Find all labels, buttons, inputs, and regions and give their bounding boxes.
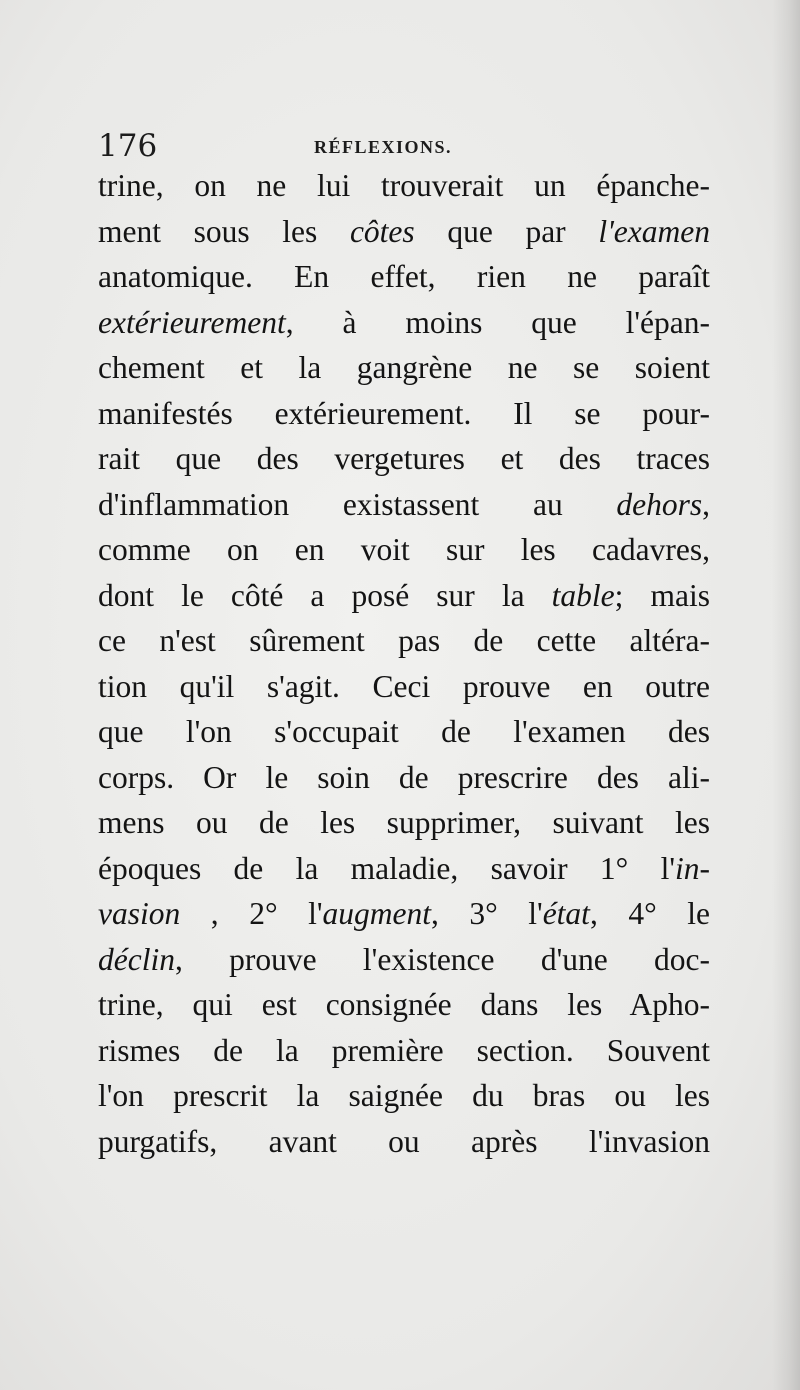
page-edge-shadow [772,0,800,1390]
text-line [98,846,710,892]
text-line [98,1073,710,1119]
text-line [98,709,710,755]
text-line [98,527,710,573]
text-line [98,482,710,528]
italic-text: déclin [98,941,175,977]
page-header [98,128,710,168]
text-segment: trine, qui est consignée dans les Apho- [98,987,710,1022]
italic-text: côtes [349,213,415,249]
text-line [98,982,710,1028]
text-line [98,163,710,209]
text-segment: , 2° l' [180,896,323,931]
text-line [98,1119,710,1165]
italic-text: augment [322,896,431,931]
italic-text: état [542,896,590,931]
text-segment: rait que des vergetures et des traces [98,441,710,476]
text-segment: l'on prescrit la saignée du bras ou les [98,1078,710,1113]
text-line [98,664,710,710]
text-line [98,891,710,937]
text-segment: , 3° l' [430,896,543,931]
italic-text: vasion [98,896,181,931]
italic-text: dehors [616,486,703,522]
italic-text: in- [675,850,710,886]
text-segment: que l'on s'occupait de l'examen des [98,714,710,749]
text-line [98,391,710,437]
text-line [98,209,710,255]
text-line [98,254,710,300]
text-line [98,1028,710,1074]
text-segment: trine, on ne lui trouverait un épanche- [98,168,710,203]
text-segment: , 4° le [589,896,710,931]
text-segment: comme on en voit sur les cadavres, [98,532,710,567]
text-segment: purgatifs, avant ou après l'invasion [98,1123,710,1159]
italic-text: l'examen [598,213,710,249]
text-segment: , prouve l'existence d'une doc- [174,941,710,977]
text-segment: ce n'est sûrement pas de cette altéra- [98,623,710,658]
italic-text: extérieurement [98,304,286,340]
text-segment: anatomique. En effet, rien ne paraît [98,259,710,294]
text-line [98,755,710,801]
text-segment: tion qu'il s'agit. Ceci prouve en outre [98,668,710,704]
text-line [98,800,710,846]
text-segment: chement et la gangrène ne se soient [98,350,710,385]
text-segment: manifestés extérieurement. Il se pour- [98,395,710,431]
text-segment: d'inflammation existassent au [98,486,617,522]
text-segment: mens ou de les supprimer, suivant les [98,805,710,840]
text-line [98,300,710,346]
text-line [98,436,710,482]
text-segment: ment sous les [98,213,350,249]
text-segment: , à moins que l'épan- [285,304,710,340]
text-segment: époques de la maladie, savoir 1° l' [98,850,675,886]
text-line [98,618,710,664]
text-segment: , [702,486,710,522]
italic-text: table [551,577,615,613]
text-segment: que par [414,213,599,249]
text-segment: ; mais [614,577,710,613]
running-title: RÉFLEXIONS. [314,137,453,157]
text-line [98,937,710,983]
text-line [98,573,710,619]
text-line [98,345,710,391]
page-number: 176 [98,128,158,164]
body-text [98,163,710,1164]
text-segment: corps. Or le soin de prescrire des ali- [98,759,710,795]
text-segment: rismes de la première section. Souvent [98,1032,710,1068]
text-segment: dont le côté a posé sur la [98,577,552,613]
